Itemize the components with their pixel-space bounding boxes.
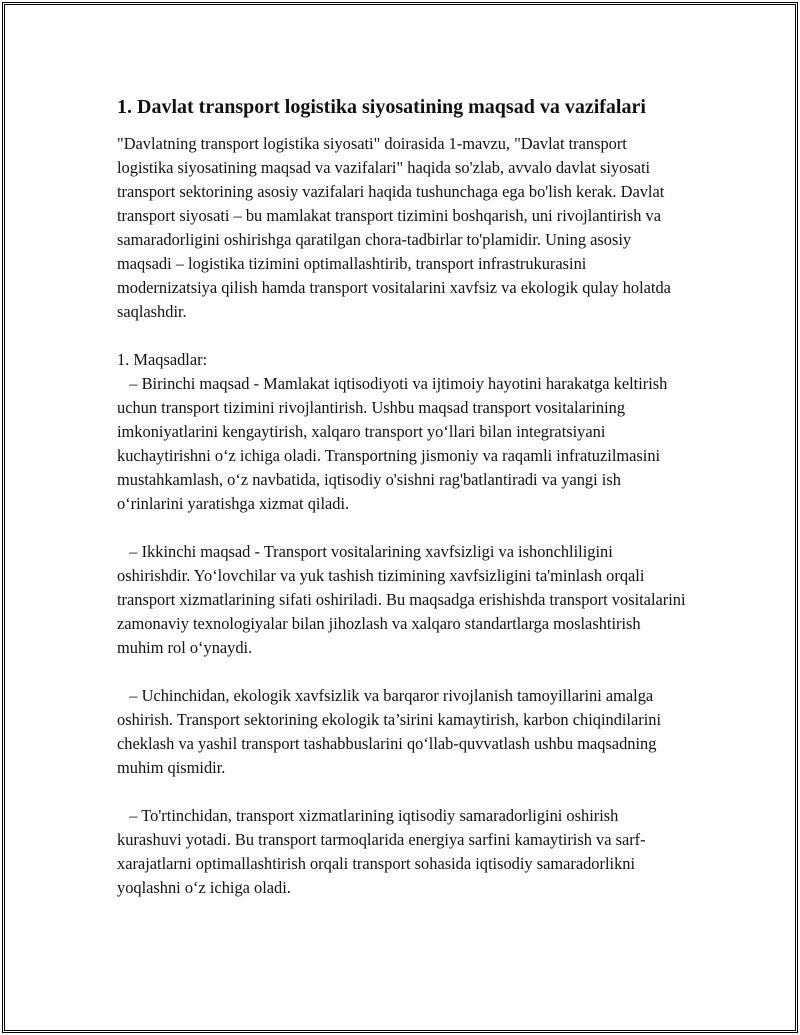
goal-paragraph-2 (117, 540, 687, 660)
paragraph-gap (117, 324, 687, 348)
goal-text-3: – Uchinchidan, ekologik xavfsizlik va barqaror rivojlanish tamoyillarini amalga oshirish. Transport sektorining ekologik ta’sirini kamaytirish, karbon chiqindilarini cheklash va yashil transport tashabbuslarini qo‘llab-quvvatlash ushbu maqsadning muhim qismidir. (117, 686, 662, 777)
goal-paragraph-3 (117, 684, 687, 780)
document-body (117, 94, 687, 900)
goal-text-2: – Ikkinchi maqsad - Transport vositalarining xavfsizligi va ishonchliligini oshirishdir. Yo‘lovchilar va yuk tashish tizimining xavfsizligini ta'minlash orqali transport xizmatlarining sifati oshiriladi. Bu maqsadga erishishda transport vositalarini zamonaviy texnologiyalar bilan jihozlash va xalqaro standartlarga moslashtirish muhim rol o‘ynaydi. (117, 542, 686, 657)
intro-paragraph: "Davlatning transport logistika siyosati" doirasida 1-mavzu, "Davlat transport logistika siyosatining maqsad va vazifalari" haqida so'zlab, avvalo davlat siyosati transport sektorining asosiy vazifalari haqida tushunchaga ega bo'lish kerak. Davlat transport siyosati – bu mamlakat transport tizimini boshqarish, uni rivojlantirish va samaradorligini oshirishga qaratilgan chora-tadbirlar to'plamidir. Uning asosiy maqsadi – logistika tizimini optimallashtirib, transport infrastrukurasini modernizatsiya qilish hamda transport vositalarini xavfsiz va ekologik qulay holatda saqlashdir. (117, 134, 671, 321)
goal-paragraph-4 (117, 804, 687, 900)
paragraph-gap (117, 780, 687, 804)
goal-paragraph-1 (117, 372, 687, 516)
goal-text-1: – Birinchi maqsad - Mamlakat iqtisodiyoti va ijtimoiy hayotini harakatga keltirish uchun transport tizimini rivojlantirish. Ushbu maqsad transport vositalarining imkoniyatlarini kengaytirish, xalqaro transport yo‘llari bilan integratsiyani kuchaytirishni o‘z ichiga oladi. Transportning jismoniy va raqamli infratuzilmasini mustahkamlash, o‘z navbatida, iqtisodiy o'sishni rag'batlantiradi va yangi ish o‘rinlarini yaratishga xizmat qiladi. (117, 374, 668, 513)
paragraph-gap (117, 660, 687, 684)
paragraph-gap (117, 516, 687, 540)
goal-text-4: – To'rtinchidan, transport xizmatlarining iqtisodiy samaradorligini oshirish kurashuvi yotadi. Bu transport tarmoqlarida energiya sarfini kamaytirish va sarf-xarajatlarni optimallashtirish orqali transport sohasida iqtisodiy samaradorlikni yoqlashni o‘z ichiga oladi. (117, 806, 646, 897)
document-heading: 1. Davlat transport logistika siyosatining maqsad va vazifalari (117, 96, 646, 118)
section-label: 1. Maqsadlar: (117, 350, 208, 369)
